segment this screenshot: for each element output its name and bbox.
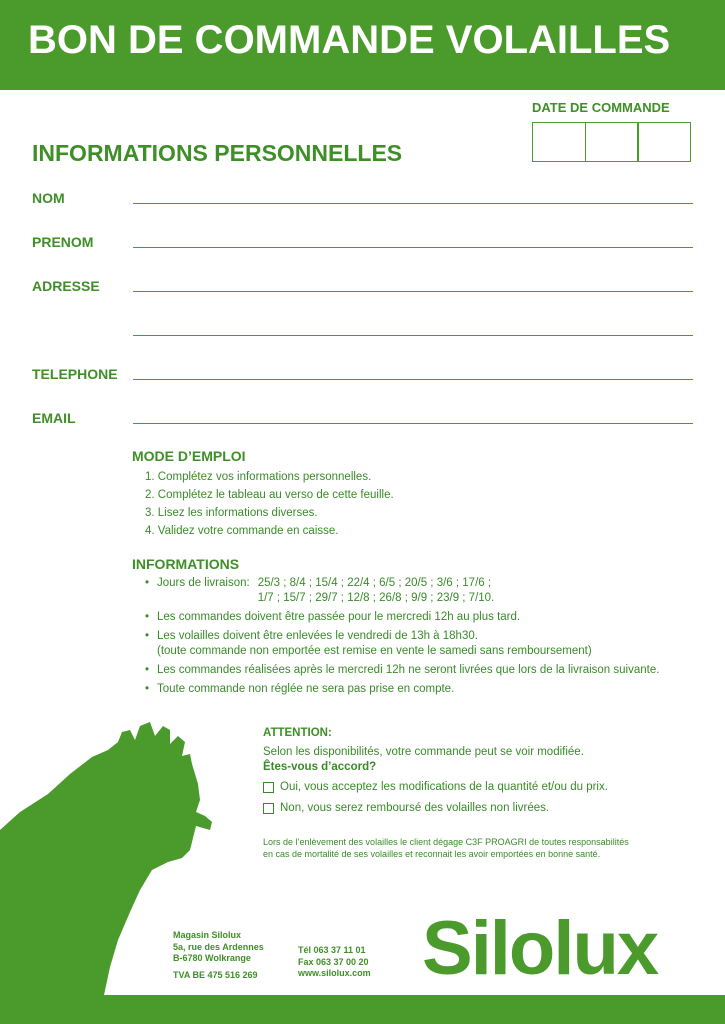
info-item: • Les commandes réalisées après le mercredi 12h ne seront livrées que lors de la livraison suivante. (145, 663, 705, 678)
store-address (173, 930, 264, 981)
order-date-label: DATE DE COMMANDE (532, 100, 670, 115)
store-web: www.silolux.com (298, 968, 371, 978)
prenom-field[interactable] (133, 234, 693, 248)
personal-info-title: INFORMATIONS PERSONNELLES (32, 140, 403, 166)
email-field[interactable] (133, 410, 693, 424)
store-contact (298, 945, 371, 980)
nom-label: NOM (32, 190, 65, 206)
info-item-text: Les volailles doivent être enlevées le vendredi de 13h à 18h30. (157, 630, 478, 642)
info-item: • Les commandes doivent être passée pour le mercredi 12h au plus tard. (145, 610, 705, 625)
store-fax: Fax 063 37 00 20 (298, 956, 369, 967)
page-header (0, 0, 725, 90)
mode-emploi-steps (145, 468, 394, 540)
option-yes[interactable] (263, 781, 608, 793)
info-item-note: (toute commande non emportée est remise en vente le samedi sans remboursement) (157, 645, 592, 657)
delivery-dates-line: 25/3 ; 8/4 ; 15/4 ; 22/4 ; 6/5 ; 20/5 ; 3/6 ; 17/6 ; (257, 577, 492, 589)
option-no-label: Non, vous serez remboursé des volailles non livrées. (280, 802, 550, 814)
telephone-field[interactable] (133, 366, 693, 380)
date-day-box[interactable] (532, 122, 586, 162)
disclaimer (263, 836, 703, 860)
option-no-checkbox[interactable] (263, 803, 274, 814)
page-title: BON DE COMMANDE VOLAILLES (28, 18, 671, 62)
mode-emploi-title: MODE D’EMPLOI (132, 448, 246, 464)
option-yes-checkbox[interactable] (263, 782, 274, 793)
info-item: • Toute commande non réglée ne sera pas prise en compte. (145, 682, 705, 697)
adresse-field-line2[interactable] (133, 322, 693, 336)
delivery-dates-line: 1/7 ; 15/7 ; 29/7 ; 12/8 ; 26/8 ; 9/9 ; 23/9 ; 7/10. (257, 592, 495, 604)
delivery-days-item (145, 576, 705, 606)
store-street: 5a, rue des Ardennes (173, 941, 264, 952)
store-city: B-6780 Wolkrange (173, 953, 251, 963)
attention-text (263, 745, 703, 775)
step-item: 4. Validez votre commande en caisse. (145, 525, 339, 537)
step-item: 1. Complétez vos informations personnelles. (145, 471, 372, 483)
email-label: EMAIL (32, 410, 76, 426)
telephone-label: TELEPHONE (32, 366, 118, 382)
option-yes-label: Oui, vous acceptez les modifications de la quantité et/ou du prix. (280, 781, 608, 793)
step-item: 2. Complétez le tableau au verso de cette feuille. (145, 489, 394, 501)
bottom-bar (0, 995, 725, 1024)
attention-question: Êtes-vous d’accord? (263, 761, 377, 773)
store-vat: TVA BE 475 516 269 (173, 969, 258, 980)
delivery-dates (258, 576, 495, 606)
store-tel: Tél 063 37 11 01 (298, 945, 366, 955)
order-date-boxes (532, 122, 690, 162)
delivery-days-label: • Jours de livraison: (157, 577, 250, 589)
step-item: 3. Lisez les informations diverses. (145, 507, 318, 519)
date-month-box[interactable] (585, 122, 639, 162)
silolux-logo (422, 896, 692, 986)
nom-field[interactable] (133, 190, 693, 204)
store-name: Magasin Silolux (173, 930, 242, 940)
info-item (145, 629, 705, 659)
prenom-label: PRENOM (32, 234, 94, 250)
option-no[interactable] (263, 802, 549, 814)
attention-title: ATTENTION: (263, 727, 332, 739)
disclaimer-line: Lors de l’enlèvement des volailles le client dégage C3F PROAGRI de toutes responsabilités (263, 837, 629, 847)
svg-text:Silolux: Silolux (422, 906, 658, 986)
date-year-box[interactable] (637, 122, 691, 162)
adresse-label: ADRESSE (32, 278, 100, 294)
adresse-field-line1[interactable] (133, 278, 693, 292)
attention-description: Selon les disponibilités, votre commande peut se voir modifiée. (263, 746, 584, 758)
informations-title: INFORMATIONS (132, 556, 240, 572)
disclaimer-line: en cas de mortalité de ses volailles et reconnait les avoir emportées en bonne santé. (263, 849, 601, 859)
informations-list (145, 576, 705, 701)
